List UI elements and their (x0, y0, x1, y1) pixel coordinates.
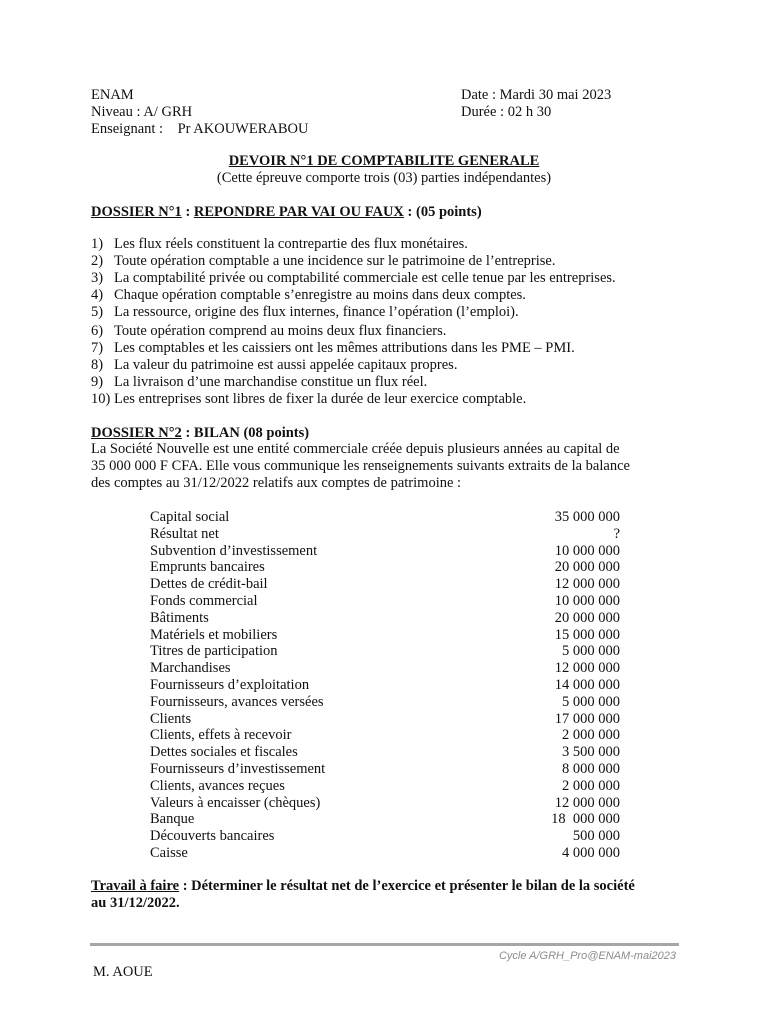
question-text: Chaque opération comptable s’enregistre au moins dans deux comptes. (114, 287, 526, 303)
account-name: Bâtiments (150, 609, 209, 626)
account-row (150, 576, 620, 593)
account-row (150, 845, 620, 862)
account-value: 10 000 000 (554, 542, 620, 559)
account-row (150, 677, 620, 694)
question-item (91, 374, 691, 391)
work-label: Travail à faire (91, 878, 180, 894)
exam-date: Date : Mardi 30 mai 2023 (461, 87, 612, 103)
question-text: Les comptables et les caissiers ont les mêmes attributions dans les PME – PMI. (114, 339, 575, 356)
question-number: 9) (91, 373, 104, 390)
account-row (150, 543, 620, 560)
account-balance-list (150, 509, 620, 862)
account-name: Caisse (150, 844, 188, 861)
question-text: La ressource, origine des flux internes, finance l’opération (l’emploi). (114, 304, 519, 320)
account-name: Emprunts bancaires (150, 559, 265, 576)
dossier2-label: DOSSIER N°2 (91, 425, 182, 441)
account-value: 3 500 000 (562, 744, 620, 761)
account-name: Titres de participation (150, 643, 278, 660)
account-name: Capital social (150, 509, 230, 525)
account-row (150, 593, 620, 610)
account-name: Clients, avances reçues (150, 777, 285, 794)
question-item (91, 304, 691, 321)
question-number: 1) (91, 236, 104, 252)
question-item (91, 323, 691, 340)
account-value: 35 000 000 (554, 509, 620, 525)
account-value: 4 000 000 (562, 844, 620, 861)
account-name: Fournisseurs, avances versées (150, 693, 324, 710)
account-name: Fournisseurs d’exploitation (150, 676, 310, 693)
dossier1-instruction: REPONDRE PAR VAI OU FAUX (193, 204, 404, 220)
header-left (91, 87, 391, 138)
account-row (150, 627, 620, 644)
footer-author: M. AOUE (93, 964, 153, 980)
work-text-continued: au 31/12/2022. (91, 895, 180, 911)
account-row (150, 778, 620, 795)
account-name: Subvention d’investissement (150, 542, 318, 559)
dossier1-label: DOSSIER N°1 (91, 204, 182, 220)
question-number: 5) (91, 304, 104, 320)
account-value: 12 000 000 (554, 660, 620, 677)
account-value: 2 000 000 (562, 727, 620, 744)
account-row (150, 744, 620, 761)
work-text: : Déterminer le résultat net de l’exercice et présenter le bilan de la société (179, 878, 635, 894)
dossier1-heading (91, 204, 482, 221)
account-row (150, 526, 620, 543)
account-value: 12 000 000 (554, 794, 620, 811)
work-line (91, 878, 691, 895)
account-value: 500 000 (572, 828, 620, 845)
intro-line: 35 000 000 F CFA. Elle vous communique les renseignements suivants extraits de la balance (91, 458, 630, 474)
question-item (91, 270, 691, 287)
work-to-do (91, 878, 691, 912)
question-list (91, 236, 691, 408)
account-name: Marchandises (150, 660, 231, 677)
question-item (91, 236, 691, 253)
account-row (150, 509, 620, 526)
footer-course-tag: Cycle A/GRH_Pro@ENAM-mai2023 (498, 950, 676, 962)
intro-line: des comptes au 31/12/2022 relatifs aux comptes de patrimoine : (91, 475, 462, 491)
question-number: 2) (91, 253, 104, 269)
account-row (150, 694, 620, 711)
account-row (150, 610, 620, 627)
dossier2-title: : BILAN (08 points) (181, 425, 310, 441)
question-text: Les entreprises sont libres de fixer la durée de leur exercice comptable. (110, 390, 527, 407)
account-value: 14 000 000 (554, 676, 620, 693)
dossier1-sep: : (181, 204, 194, 220)
account-name: Dettes sociales et fiscales (150, 744, 298, 761)
teacher: Enseignant : Pr AKOUWERABOU (91, 121, 309, 137)
question-number: 3) (91, 270, 104, 286)
account-value: 8 000 000 (562, 760, 620, 777)
question-text: Les flux réels constituent la contrepartie des flux monétaires. (114, 236, 468, 252)
title-block (0, 153, 768, 187)
account-name: Fournisseurs d’investissement (150, 760, 326, 777)
school-name: ENAM (91, 87, 134, 103)
account-name: Clients (150, 710, 192, 727)
question-number: 10) (91, 390, 111, 407)
page-title: DEVOIR N°1 DE COMPTABILITE GENERALE (228, 153, 540, 169)
account-row (150, 795, 620, 812)
question-text: La comptabilité privée ou comptabilité commerciale est celle tenue par les entreprises. (114, 270, 616, 286)
question-number: 6) (91, 322, 104, 339)
account-row (150, 828, 620, 845)
dossier2-heading (91, 425, 309, 442)
question-item (91, 287, 691, 304)
intro-line: La Société Nouvelle est une entité commerciale créée depuis plusieurs années au capital de (91, 441, 620, 457)
account-row (150, 811, 620, 828)
footer-divider (90, 943, 679, 946)
question-item (91, 357, 691, 374)
account-value: ? (613, 525, 620, 542)
account-name: Matériels et mobiliers (150, 626, 278, 643)
account-row (150, 711, 620, 728)
account-value: 2 000 000 (562, 777, 620, 794)
account-value: 20 000 000 (554, 559, 620, 576)
question-text: La valeur du patrimoine est aussi appelée capitaux propres. (114, 356, 458, 373)
account-row (150, 761, 620, 778)
account-value: 17 000 000 (554, 710, 620, 727)
account-name: Clients, effets à recevoir (150, 727, 292, 744)
header-right (461, 87, 691, 121)
account-value: 20 000 000 (554, 609, 620, 626)
account-row (150, 660, 620, 677)
exam-duration: Durée : 02 h 30 (461, 104, 552, 120)
account-value: 5 000 000 (562, 643, 620, 660)
account-row (150, 727, 620, 744)
account-value: 12 000 000 (554, 576, 620, 593)
account-name: Valeurs à encaisser (chèques) (150, 794, 321, 811)
account-value: 5 000 000 (562, 693, 620, 710)
question-item (91, 391, 691, 408)
question-text: La livraison d’une marchandise constitue un flux réel. (114, 373, 428, 390)
account-name: Banque (150, 811, 195, 828)
dossier2-intro (91, 441, 691, 492)
dossier1-points: : (05 points) (403, 204, 482, 220)
account-name: Dettes de crédit-bail (150, 576, 268, 593)
account-row (150, 559, 620, 576)
level: Niveau : A/ GRH (91, 104, 193, 120)
account-name: Résultat net (150, 525, 219, 542)
question-number: 8) (91, 356, 104, 373)
question-number: 7) (91, 339, 104, 356)
question-item (91, 253, 691, 270)
question-text: Toute opération comptable a une incidence sur le patrimoine de l’entreprise. (114, 253, 556, 269)
account-value: 18 000 000 (551, 811, 620, 828)
account-name: Fonds commercial (150, 592, 258, 609)
question-item (91, 340, 691, 357)
question-text: Toute opération comprend au moins deux flux financiers. (114, 322, 447, 339)
account-value: 10 000 000 (554, 592, 620, 609)
page-subtitle: (Cette épreuve comporte trois (03) parties indépendantes) (216, 170, 552, 186)
question-number: 4) (91, 287, 104, 303)
account-row (150, 643, 620, 660)
account-name: Découverts bancaires (150, 828, 275, 845)
account-value: 15 000 000 (554, 626, 620, 643)
